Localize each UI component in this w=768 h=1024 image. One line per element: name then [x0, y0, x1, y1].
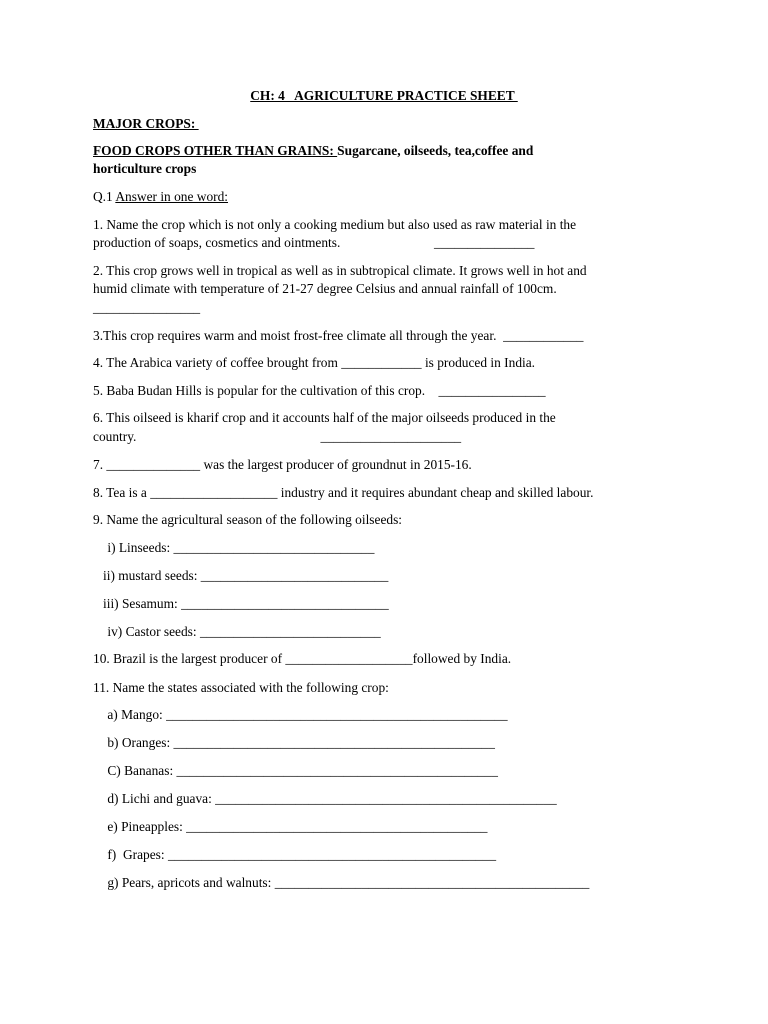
item-9-i: i) Linseeds: ______________________________: [104, 540, 375, 555]
food-crops-heading: [93, 142, 533, 160]
item-11-c: C) Bananas: ________________________________________________: [104, 763, 498, 778]
item-2-line-2: humid climate with temperature of 21-27 degree Celsius and annual rainfall of 100cm.: [93, 281, 557, 296]
question-instruction: Answer in one word:: [115, 189, 229, 204]
item-9-ii: ii) mustard seeds: ____________________________: [103, 568, 389, 583]
item-7: 7. ______________ was the largest producer of groundnut in 2015-16.: [93, 457, 472, 472]
page-title: CH: 4 AGRICULTURE PRACTICE SHEET: [250, 88, 518, 103]
food-crops-list-cont: horticulture crops: [93, 161, 197, 176]
question-number: Q.1: [93, 189, 116, 204]
food-crops-list: Sugarcane, oilseeds, tea,coffee and: [337, 143, 534, 158]
item-11-e: e) Pineapples: _____________________________________________: [104, 819, 488, 834]
food-crops-label: FOOD CROPS OTHER THAN GRAINS:: [93, 143, 338, 158]
item-4: 4. The Arabica variety of coffee brought from ____________ is produced in India.: [93, 355, 536, 370]
item-11-d: d) Lichi and guava: ___________________________________________________: [104, 791, 557, 806]
item-10: 10. Brazil is the largest producer of ___________________followed by India.: [93, 651, 512, 666]
item-3: 3.This crop requires warm and moist frost-free climate all through the year. ____________: [93, 328, 584, 343]
item-1-line-2: production of soaps, cosmetics and ointments. _______________: [93, 235, 535, 250]
item-8: 8. Tea is a ___________________ industry and it requires abundant cheap and skilled labour.: [93, 485, 594, 500]
item-11-g: g) Pears, apricots and walnuts: _______________________________________________: [104, 875, 590, 890]
item-11-a: a) Mango: ___________________________________________________: [104, 707, 508, 722]
section-heading: MAJOR CROPS:: [93, 116, 199, 131]
question-1-heading: [93, 188, 228, 206]
item-6-line-1: 6. This oilseed is kharif crop and it accounts half of the major oilseeds produced in the: [93, 410, 556, 425]
item-1-line-1: 1. Name the crop which is not only a cooking medium but also used as raw material in the: [93, 217, 577, 232]
item-11: 11. Name the states associated with the following crop:: [93, 680, 389, 695]
item-9-iii: iii) Sesamum: _______________________________: [103, 596, 389, 611]
item-11-f: f) Grapes: _________________________________________________: [104, 847, 497, 862]
item-9-iv: iv) Castor seeds: ___________________________: [104, 624, 381, 639]
item-6-line-2: country. _____________________: [93, 429, 462, 444]
item-11-b: b) Oranges: ________________________________________________: [104, 735, 495, 750]
item-9: 9. Name the agricultural season of the following oilseeds:: [93, 512, 403, 527]
item-2-line-3: ________________: [93, 300, 201, 315]
item-5: 5. Baba Budan Hills is popular for the cultivation of this crop. ________________: [93, 383, 546, 398]
item-2-line-1: 2. This crop grows well in tropical as well as in subtropical climate. It grows well in hot and: [93, 263, 587, 278]
